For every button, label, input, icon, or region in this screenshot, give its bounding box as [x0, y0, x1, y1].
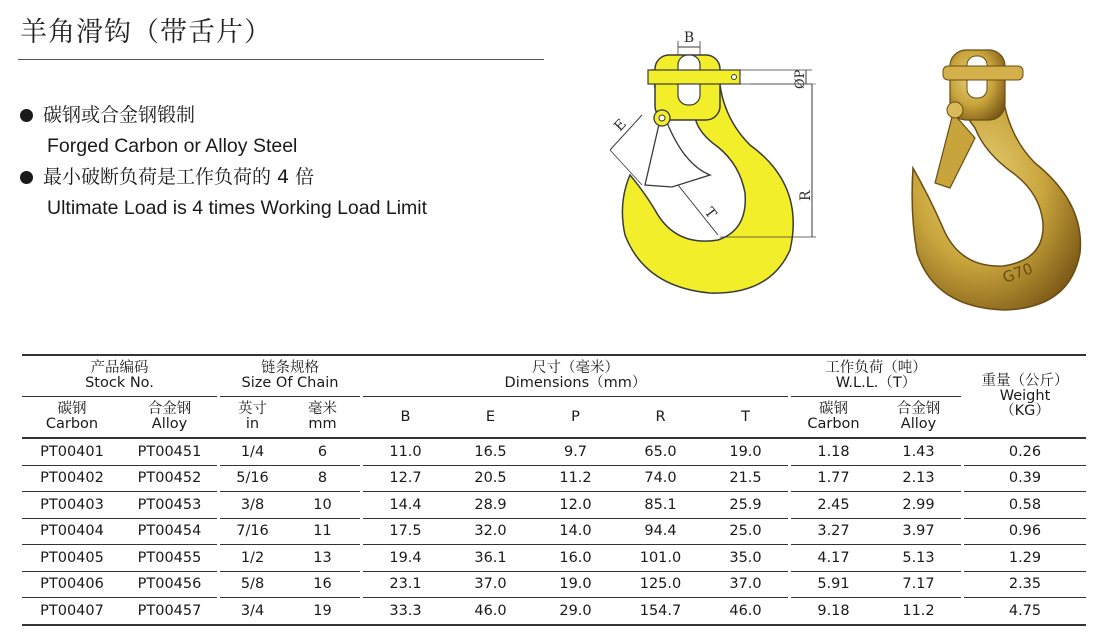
page-title: 羊角滑钩（带舌片）: [20, 17, 272, 48]
cell-wll-carbon: 4.17: [791, 545, 876, 572]
spec-table: [22, 354, 1086, 626]
cell-dim-p: 14.0: [533, 518, 618, 545]
header-cn: 工作负荷（吨）: [825, 360, 927, 376]
header-en: Size Of Chain: [241, 375, 339, 391]
cell-wll-carbon: 5.91: [791, 571, 876, 598]
dim-extension: [610, 150, 642, 185]
cell-wll-alloy: 2.13: [876, 465, 961, 492]
cell-weight: 4.75: [964, 598, 1086, 625]
cell-dim-b: 14.4: [363, 492, 448, 519]
cell-dim-r: 94.4: [618, 518, 703, 545]
cell-dim-b: 11.0: [363, 438, 448, 465]
cell-dim-e: 46.0: [448, 598, 533, 625]
feature-item: [20, 162, 427, 193]
cell-wll-carbon: 1.77: [791, 465, 876, 492]
cell-dim-r: 85.1: [618, 492, 703, 519]
cell-wll-alloy: 5.13: [876, 545, 961, 572]
cell-dim-r: 154.7: [618, 598, 703, 625]
subheader-wll-carbon: [791, 397, 876, 439]
cell-dim-b: 33.3: [363, 598, 448, 625]
cell-dim-t: 25.9: [703, 492, 788, 519]
subheader-r: R: [618, 397, 703, 439]
title-divider: [18, 59, 544, 60]
subheader-en: Carbon: [45, 416, 99, 432]
subheader-e: E: [448, 397, 533, 439]
subheader-mm: [285, 397, 360, 439]
cell-dim-b: 19.4: [363, 545, 448, 572]
cell-chain-mm: 11: [285, 518, 360, 545]
cell-dim-p: 12.0: [533, 492, 618, 519]
cell-dim-e: 37.0: [448, 571, 533, 598]
cell-chain-inch: 7/16: [220, 518, 285, 545]
cell-wll-alloy: 1.43: [876, 438, 961, 465]
dim-label-p: ØP: [793, 69, 808, 89]
dim-label-r: R: [798, 190, 814, 201]
cell-dim-e: 16.5: [448, 438, 533, 465]
feature-item: [20, 100, 427, 131]
table-subheader-row: [22, 397, 1086, 439]
cell-dim-e: 32.0: [448, 518, 533, 545]
cell-alloy-stock: PT00454: [122, 518, 217, 545]
header-en: Dimensions（mm）: [504, 375, 647, 391]
cell-chain-inch: 1/4: [220, 438, 285, 465]
header-stock-no: [22, 355, 217, 397]
cell-weight: 2.35: [964, 571, 1086, 598]
cell-chain-inch: 3/8: [220, 492, 285, 519]
table-row: [22, 545, 1086, 572]
subheader-cn: 合金钢: [896, 401, 941, 417]
cell-dim-e: 28.9: [448, 492, 533, 519]
cell-dim-t: 37.0: [703, 571, 788, 598]
pin-hole-shape: [732, 75, 737, 80]
cell-dim-t: 46.0: [703, 598, 788, 625]
subheader-cn: 碳钢: [819, 401, 848, 417]
table-row: [22, 518, 1086, 545]
subheader-p: P: [533, 397, 618, 439]
cell-carbon-stock: PT00403: [22, 492, 122, 519]
feature-en: Forged Carbon or Alloy Steel: [47, 135, 298, 157]
header-wll: [791, 355, 961, 397]
cell-dim-r: 65.0: [618, 438, 703, 465]
cell-chain-inch: 5/8: [220, 571, 285, 598]
header-en: Weight: [999, 388, 1051, 404]
header-cn: 尺寸（毫米）: [532, 360, 619, 376]
cell-dim-b: 23.1: [363, 571, 448, 598]
cell-dim-t: 25.0: [703, 518, 788, 545]
cell-chain-inch: 5/16: [220, 465, 285, 492]
photo-engraving: G70: [1000, 259, 1036, 287]
cell-wll-carbon: 1.18: [791, 438, 876, 465]
photo-hook-body: [912, 98, 1080, 310]
cell-dim-e: 20.5: [448, 465, 533, 492]
cell-wll-alloy: 2.99: [876, 492, 961, 519]
cell-chain-mm: 19: [285, 598, 360, 625]
table-row: [22, 598, 1086, 625]
cell-dim-e: 36.1: [448, 545, 533, 572]
cell-chain-mm: 10: [285, 492, 360, 519]
cell-wll-alloy: 3.97: [876, 518, 961, 545]
cell-dim-r: 125.0: [618, 571, 703, 598]
header-cn: 链条规格: [261, 360, 319, 376]
cell-dim-t: 21.5: [703, 465, 788, 492]
table-row: [22, 571, 1086, 598]
feature-cn: 碳钢或合金钢锻制: [43, 104, 196, 126]
feature-cn: 最小破断负荷是工作负荷的 4 倍: [43, 166, 315, 188]
cell-alloy-stock: PT00452: [122, 465, 217, 492]
cell-chain-inch: 3/4: [220, 598, 285, 625]
cell-weight: 0.58: [964, 492, 1086, 519]
cell-chain-mm: 13: [285, 545, 360, 572]
cell-dim-p: 19.0: [533, 571, 618, 598]
subheader-cn: 碳钢: [57, 401, 87, 417]
cell-dim-r: 74.0: [618, 465, 703, 492]
table-body: [22, 438, 1086, 625]
cell-weight: 0.26: [964, 438, 1086, 465]
cell-carbon-stock: PT00405: [22, 545, 122, 572]
cell-chain-mm: 6: [285, 438, 360, 465]
table-row: [22, 492, 1086, 519]
cell-dim-t: 19.0: [703, 438, 788, 465]
cell-dim-p: 11.2: [533, 465, 618, 492]
cell-alloy-stock: PT00456: [122, 571, 217, 598]
header-cn: 重量（公斤）: [981, 373, 1069, 389]
cell-wll-carbon: 3.27: [791, 518, 876, 545]
cell-alloy-stock: PT00453: [122, 492, 217, 519]
cell-carbon-stock: PT00406: [22, 571, 122, 598]
feature-list: [20, 100, 427, 224]
subheader-cn: 合金钢: [147, 401, 192, 417]
bullet-icon: [20, 109, 33, 122]
subheader-en: Alloy: [900, 416, 937, 432]
hook-product-photo: [895, 28, 1095, 313]
subheader-en: in: [245, 416, 260, 432]
cell-chain-inch: 1/2: [220, 545, 285, 572]
subheader-inch: [220, 397, 285, 439]
cell-wll-alloy: 11.2: [876, 598, 961, 625]
cell-dim-b: 17.5: [363, 518, 448, 545]
table-row: [22, 465, 1086, 492]
header-weight: [964, 355, 1086, 438]
subheader-en: Carbon: [807, 416, 860, 432]
subheader-gap: [961, 397, 964, 439]
cell-dim-p: 29.0: [533, 598, 618, 625]
cell-weight: 0.39: [964, 465, 1086, 492]
header-en: Stock No.: [85, 375, 154, 391]
cell-chain-mm: 8: [285, 465, 360, 492]
cell-carbon-stock: PT00402: [22, 465, 122, 492]
dim-label-b: B: [683, 30, 695, 46]
dim-label-e: E: [611, 116, 630, 135]
cell-carbon-stock: PT00401: [22, 438, 122, 465]
cell-chain-mm: 16: [285, 571, 360, 598]
header-chain: [220, 355, 360, 397]
subheader-wll-alloy: [876, 397, 961, 439]
cell-alloy-stock: PT00455: [122, 545, 217, 572]
photo-hook-pin: [943, 66, 1023, 80]
header-cn: 产品编码: [90, 360, 149, 376]
cell-carbon-stock: PT00404: [22, 518, 122, 545]
cell-wll-carbon: 9.18: [791, 598, 876, 625]
cell-weight: 1.29: [964, 545, 1086, 572]
subheader-alloy: [122, 397, 217, 439]
photo-latch-pivot: [947, 102, 963, 118]
subheader-cn: 英寸: [238, 401, 267, 417]
cell-dim-t: 35.0: [703, 545, 788, 572]
subheader-t: T: [703, 397, 788, 439]
cell-carbon-stock: PT00407: [22, 598, 122, 625]
cell-weight: 0.96: [964, 518, 1086, 545]
cell-wll-carbon: 2.45: [791, 492, 876, 519]
subheader-cn: 毫米: [308, 401, 337, 417]
subheader-b: B: [363, 397, 448, 439]
header-unit: （KG）: [1000, 403, 1050, 419]
cell-dim-b: 12.7: [363, 465, 448, 492]
cell-dim-p: 16.0: [533, 545, 618, 572]
table-row: [22, 438, 1086, 465]
cell-dim-r: 101.0: [618, 545, 703, 572]
cell-alloy-stock: PT00451: [122, 438, 217, 465]
latch-pivot-hole-shape: [659, 115, 665, 121]
dim-label-t: T: [700, 204, 720, 222]
subheader-carbon: [22, 397, 122, 439]
cell-dim-p: 9.7: [533, 438, 618, 465]
photo-hook-latch: [935, 113, 975, 188]
cell-alloy-stock: PT00457: [122, 598, 217, 625]
hook-dimension-diagram: [600, 25, 830, 305]
header-dimensions: [363, 355, 788, 397]
cell-wll-alloy: 7.17: [876, 571, 961, 598]
subheader-en: mm: [308, 416, 337, 432]
hook-pin-shape: [648, 70, 740, 84]
bullet-icon: [20, 171, 33, 184]
feature-en: Ultimate Load is 4 times Working Load Limit: [47, 197, 428, 219]
header-en: W.L.L.（T）: [835, 375, 917, 391]
table-header-row: [22, 355, 1086, 397]
subheader-en: Alloy: [151, 416, 188, 432]
